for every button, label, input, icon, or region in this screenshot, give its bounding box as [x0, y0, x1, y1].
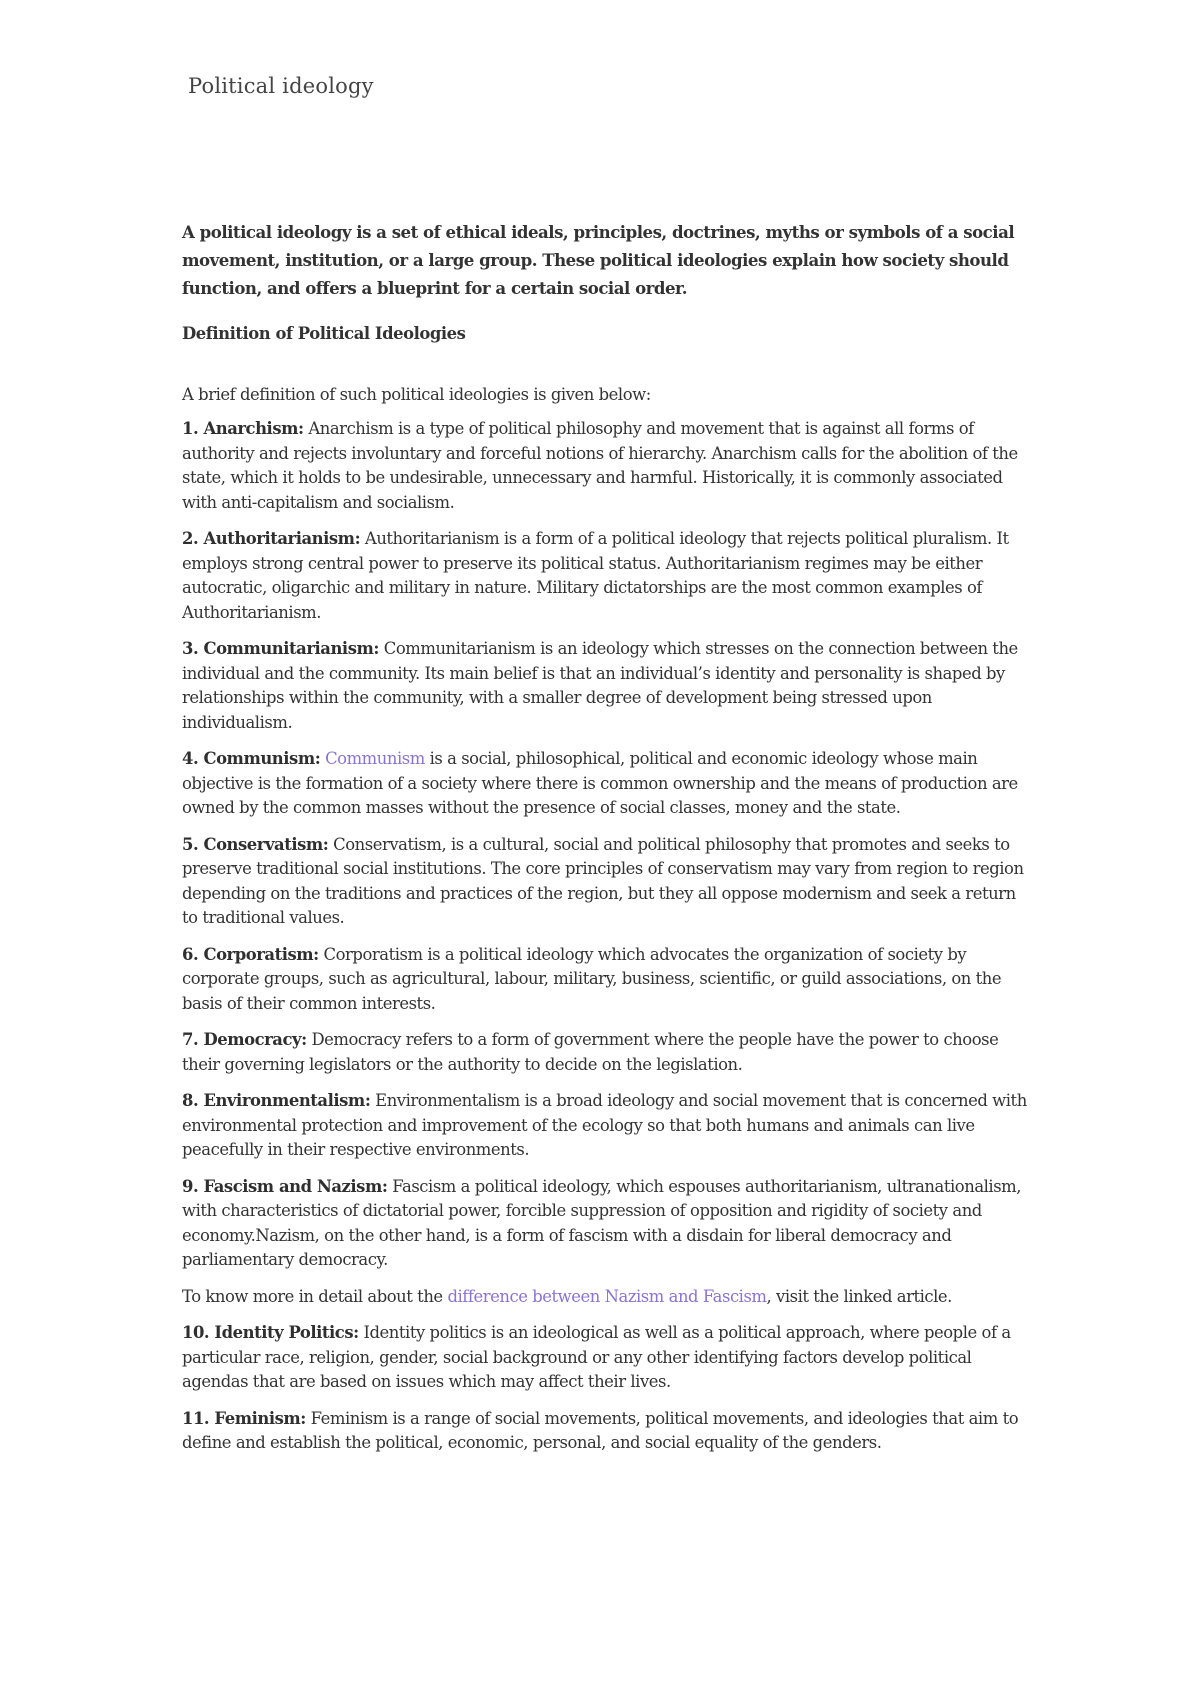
list-item-corporatism	[182, 943, 1028, 1017]
list-item-conservatism	[182, 833, 1028, 931]
list-item-environmentalism	[182, 1089, 1028, 1163]
item-text: Communitarianism is an ideology which stresses on the connection between the individual and the community. Its main belief is that an individual’s identity and personality is shaped by relationships within the community, with a smaller degree of development being stressed upon individualism.	[182, 639, 1018, 732]
item-text: Feminism is a range of social movements, political movements, and ideologies that aim to define and establish the political, economic, personal, and social equality of the genders.	[182, 1408, 1019, 1452]
list-item-anarchism	[182, 417, 1028, 515]
document-body	[182, 218, 1028, 1468]
list-item-feminism	[182, 1407, 1028, 1456]
item-term: 11. Feminism:	[182, 1408, 306, 1428]
item-term: 4. Communism:	[182, 749, 321, 768]
item-term: 3. Communitarianism:	[182, 639, 379, 658]
item-text: Democracy refers to a form of government where the people have the power to choose their governing legislators or the authority to decide on the legislation.	[182, 1030, 999, 1074]
item-term: 8. Environmentalism:	[182, 1091, 371, 1110]
section-heading: Definition of Political Ideologies	[182, 324, 466, 343]
item-term: 9. Fascism and Nazism:	[182, 1176, 388, 1196]
communism-link[interactable]: Communism	[325, 749, 425, 768]
list-item-fascism-nazism	[182, 1175, 1028, 1273]
list-item-democracy	[182, 1028, 1028, 1077]
item-term: 7. Democracy:	[182, 1030, 307, 1049]
item-term: 1. Anarchism:	[182, 419, 304, 438]
list-item-communism	[182, 747, 1028, 821]
note-text-after: , visit the linked article.	[766, 1286, 952, 1306]
note-text-before: To know more in detail about the	[182, 1286, 448, 1306]
intro-paragraph: A political ideology is a set of ethical ideals, principles, doctrines, myths or symbols of a social movement, institution, or a large group. These political ideologies explain how society should function, and offers a blueprint for a certain social order.	[182, 222, 1015, 298]
item-term: 6. Corporatism:	[182, 944, 319, 964]
linked-article-note	[182, 1285, 1028, 1310]
list-item-identity-politics	[182, 1321, 1028, 1395]
lead-paragraph: A brief definition of such political ideologies is given below:	[182, 384, 651, 404]
item-text: Identity politics is an ideological as well as a political approach, where people of a particular race, religion, gender, social background or any other identifying factors develop political agendas that are based on issues which may affect their lives.	[182, 1323, 1011, 1391]
item-text: Conservatism, is a cultural, social and political philosophy that promotes and seeks to preserve traditional social institutions. The core principles of conservatism may vary from region to region depending on the traditions and practices of the region, but they all oppose modernism and seek a return to traditional values.	[182, 834, 1024, 927]
item-term: 10. Identity Politics:	[182, 1323, 359, 1342]
nazism-fascism-difference-link[interactable]: difference between Nazism and Fascism	[447, 1286, 767, 1306]
item-text: Environmentalism is a broad ideology and social movement that is concerned with environmental protection and improvement of the ecology so that both humans and animals can live peacefully in their respective environments.	[182, 1091, 1027, 1159]
item-term: 2. Authoritarianism:	[182, 529, 361, 548]
page-header-title: Political ideology	[188, 74, 374, 98]
list-item-authoritarianism	[182, 527, 1028, 625]
item-term: 5. Conservatism:	[182, 834, 329, 854]
item-text: is a social, philosophical, political and economic ideology whose main objective is the formation of a society where there is common ownership and the means of production are owned by the common masses without the presence of social classes, money and the state.	[182, 749, 1018, 817]
item-text: Corporatism is a political ideology which advocates the organization of society by corporate groups, such as agricultural, labour, military, business, scientific, or guild associations, on the basis of their common interests.	[182, 944, 1002, 1013]
item-text: Authoritarianism is a form of a political ideology that rejects political pluralism. It employs strong central power to preserve its political status. Authoritarianism regimes may be either autocratic, oligarchic and military in nature. Military dictatorships are the most common examples of Authoritarianism.	[182, 529, 1009, 622]
item-text: Fascism a political ideology, which espouses authoritarianism, ultranationalism, with characteristics of dictatorial power, forcible suppression of opposition and rigidity of society and economy.Nazism, on the other hand, is a form of fascism with a disdain for liberal democracy and parliamentary democracy.	[182, 1176, 1022, 1269]
item-text: Anarchism is a type of political philosophy and movement that is against all forms of authority and rejects involuntary and forceful notions of hierarchy. Anarchism calls for the abolition of the state, which it holds to be undesirable, unnecessary and harmful. Historically, it is commonly associated with anti-capitalism and socialism.	[182, 419, 1018, 512]
list-item-communitarianism	[182, 637, 1028, 735]
